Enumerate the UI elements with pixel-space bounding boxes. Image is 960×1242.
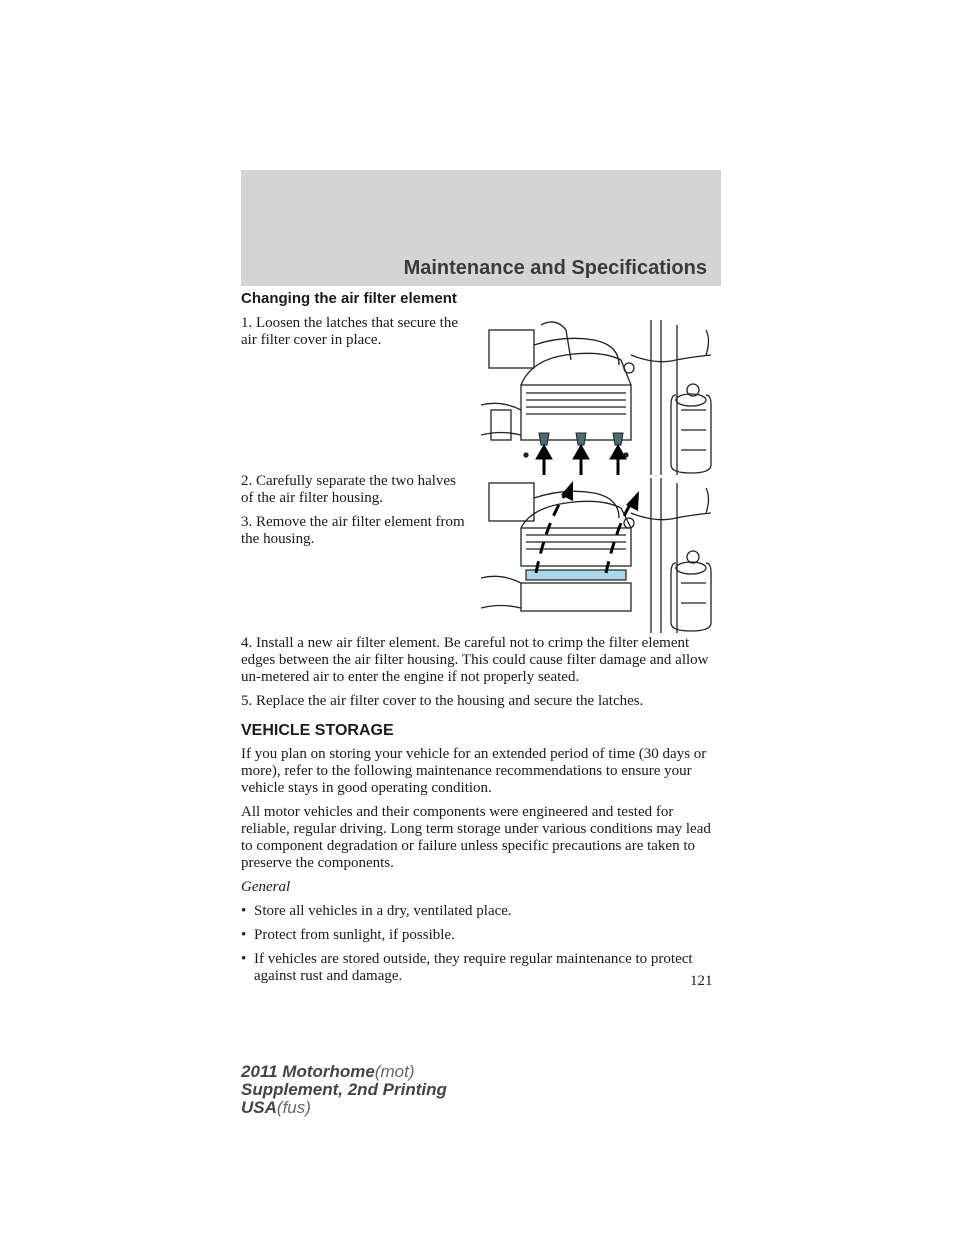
page-header-title: Maintenance and Specifications bbox=[403, 257, 707, 279]
vehicle-storage-heading: VEHICLE STORAGE bbox=[241, 722, 394, 739]
header-band bbox=[241, 170, 721, 286]
footer-line-3: USA(fus) bbox=[241, 1098, 311, 1117]
filter-element-highlight bbox=[526, 570, 626, 580]
latch-illustration bbox=[481, 315, 721, 475]
air-filter-housing-diagram bbox=[481, 473, 721, 633]
step-3-text: 3. Remove the air filter element from the housing. bbox=[241, 514, 465, 547]
housing-separation-illustration bbox=[481, 473, 721, 633]
step-4-text: 4. Install a new air filter element. Be careful not to crimp the filter element edges between the air filter housing. This could cause filter damage and allow un-metered air to enter the engine if not properly seated. bbox=[241, 635, 709, 685]
step-1-row bbox=[241, 315, 721, 475]
bullet-icon: • bbox=[241, 903, 247, 919]
bullet-icon: • bbox=[241, 927, 247, 943]
footer-line-1: 2011 Motorhome(mot) bbox=[241, 1062, 415, 1081]
page-number: 121 bbox=[690, 973, 713, 989]
air-filter-latch-diagram bbox=[481, 315, 721, 475]
list-item: • Store all vehicles in a dry, ventilated place. bbox=[241, 903, 512, 919]
footer-line-2: Supplement, 2nd Printing bbox=[241, 1080, 447, 1099]
footer bbox=[241, 1063, 447, 1117]
bullet-icon: • bbox=[241, 951, 247, 967]
storage-paragraph-1: If you plan on storing your vehicle for an extended period of time (30 days or more), refer to the following maintenance recommendations to ensure your vehicle stays in good operating condition. bbox=[241, 746, 707, 796]
list-item: • Protect from sunlight, if possible. bbox=[241, 927, 455, 943]
step-2-3-row bbox=[241, 473, 721, 633]
section-heading: Changing the air filter element bbox=[241, 290, 457, 307]
step-2-text: 2. Carefully separate the two halves of the air filter housing. bbox=[241, 473, 456, 506]
list-item: • If vehicles are stored outside, they require regular maintenance to protect against rust and damage. bbox=[241, 951, 693, 984]
storage-paragraph-2: All motor vehicles and their components were engineered and tested for reliable, regular driving. Long term storage under various conditions may lead to component degradation or failure unless specific precautions are taken to preserve the components. bbox=[241, 804, 711, 871]
step-5-text: 5. Replace the air filter cover to the housing and secure the latches. bbox=[241, 693, 644, 709]
general-label: General bbox=[241, 879, 291, 895]
step-1-text: 1. Loosen the latches that secure the air filter cover in place. bbox=[241, 315, 459, 348]
page-content bbox=[241, 290, 721, 992]
